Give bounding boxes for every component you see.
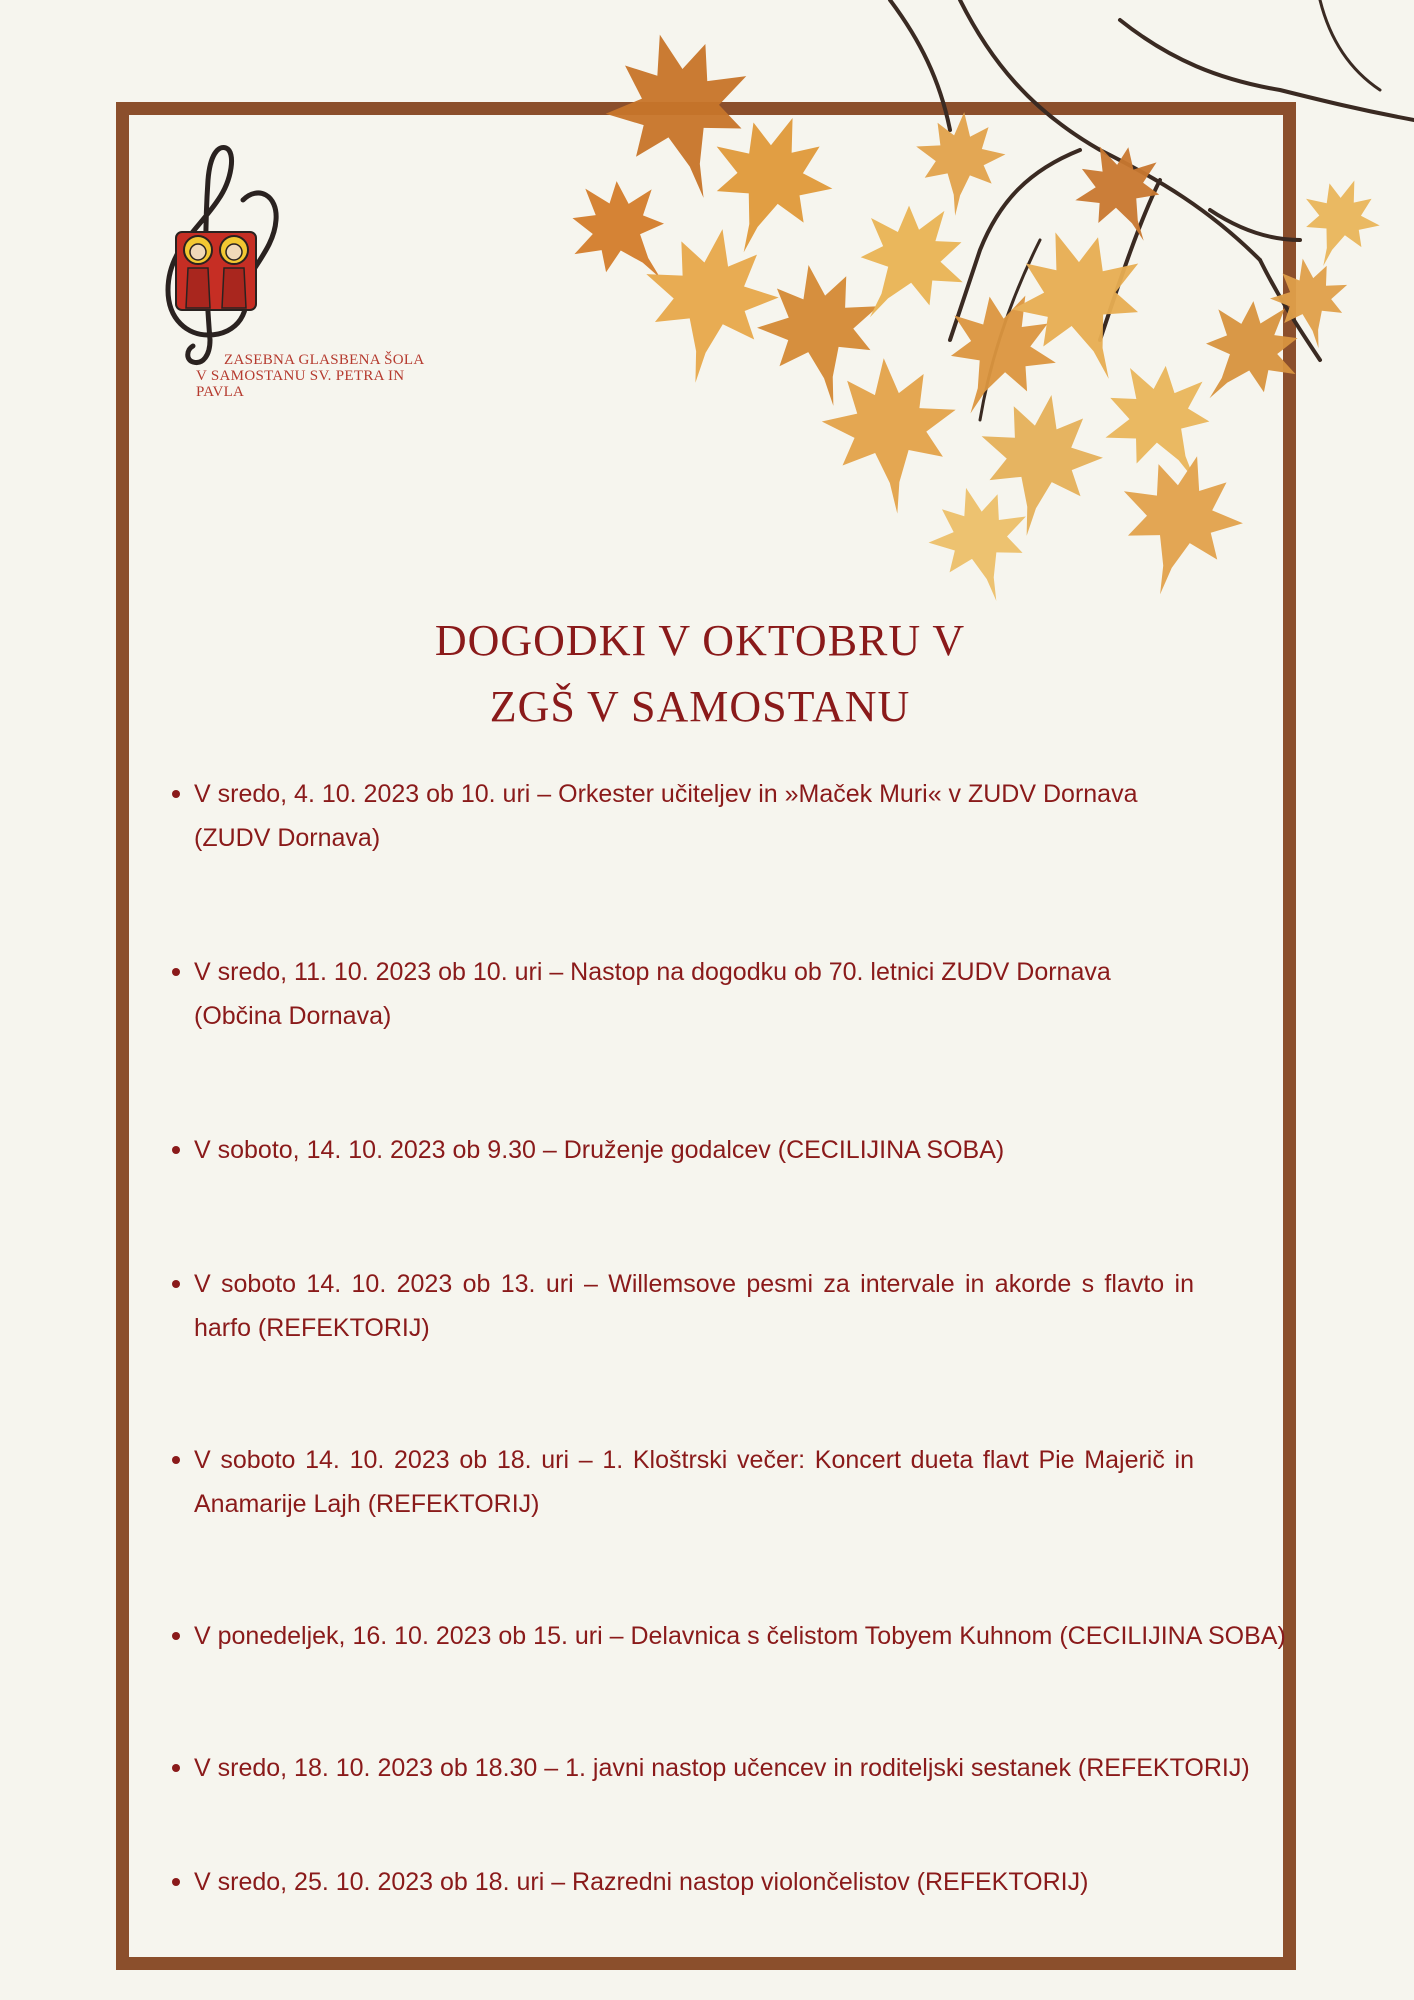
school-name [196, 352, 456, 400]
school-logo [148, 140, 288, 370]
bullet-icon [172, 1280, 180, 1288]
list-item [160, 1438, 1260, 1526]
event-text: V sredo, 25. 10. 2023 ob 18. uri – Razredni nastop violončelistov (REFEKTORIJ) [194, 1868, 1089, 1896]
event-text: V sredo, 11. 10. 2023 ob 10. uri – Nastop na dogodku ob 70. letnici ZUDV Dornava (Občina Dornava) [194, 958, 1111, 1030]
bullet-icon [172, 968, 180, 976]
list-item [160, 1128, 1260, 1172]
school-name-line-1: ZASEBNA GLASBENA ŠOLA [224, 352, 425, 368]
page-title [300, 608, 1100, 740]
bullet-icon [172, 790, 180, 798]
title-line-2: ZGŠ V SAMOSTANU [489, 682, 911, 731]
list-item [160, 1614, 1286, 1658]
list-item [160, 1860, 1260, 1904]
autumn-leaves-illustration [560, 0, 1414, 640]
bullet-icon [172, 1146, 180, 1154]
event-text: V soboto, 14. 10. 2023 ob 9.30 – Druženje godalcev (CECILIJINA SOBA) [194, 1136, 1005, 1164]
list-item [160, 1746, 1260, 1790]
event-text: V soboto 14. 10. 2023 ob 13. uri – Willemsove pesmi za intervale in akorde s flavto in harfo (REFEKTORIJ) [194, 1270, 1194, 1342]
event-text: V soboto 14. 10. 2023 ob 18. uri – 1. Kloštrski večer: Koncert dueta flavt Pie Majerič in Anamarije Lajh (REFEKTORIJ) [194, 1446, 1194, 1518]
school-name-line-2: V SAMOSTANU SV. PETRA IN PAVLA [196, 368, 405, 400]
event-text: V sredo, 18. 10. 2023 ob 18.30 – 1. javni nastop učencev in roditeljski sestanek (REFEKTORIJ) [194, 1754, 1250, 1782]
bullet-icon [172, 1878, 180, 1886]
bullet-icon [172, 1456, 180, 1464]
event-text: V ponedeljek, 16. 10. 2023 ob 15. uri – Delavnica s čelistom Tobyem Kuhnom (CECILIJINA SOBA) [194, 1622, 1286, 1650]
title-line-1: DOGODKI V OKTOBRU V [434, 616, 966, 665]
bullet-icon [172, 1764, 180, 1772]
list-item [160, 950, 1260, 1038]
list-item [160, 1262, 1260, 1350]
bullet-icon [172, 1632, 180, 1640]
list-item [160, 772, 1260, 860]
event-text: V sredo, 4. 10. 2023 ob 10. uri – Orkester učiteljev in »Maček Muri« v ZUDV Dornava (ZUDV Dornava) [194, 780, 1138, 852]
